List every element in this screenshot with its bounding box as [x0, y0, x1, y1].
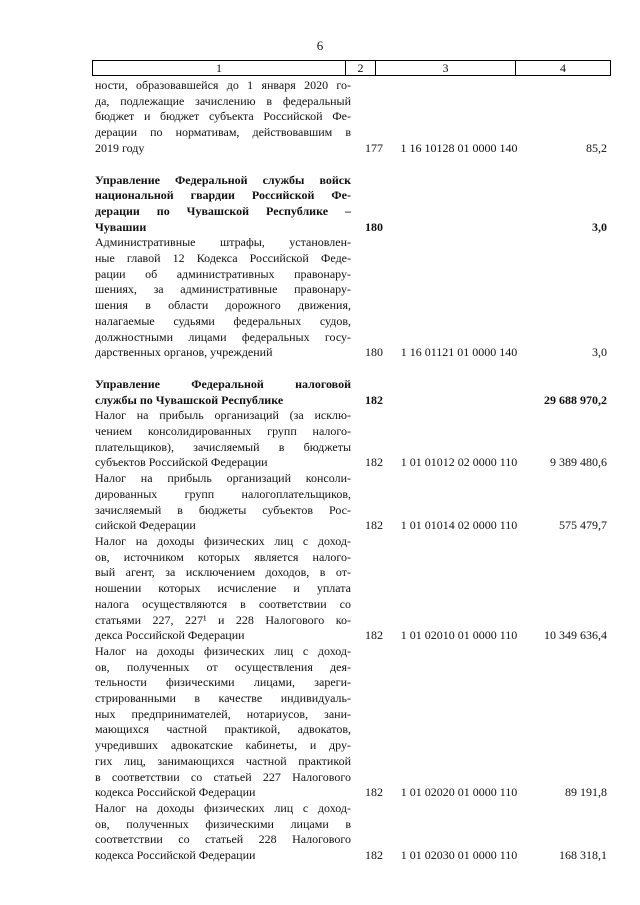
row-name-line: в соответствии со статьей 227 Налогового — [95, 769, 351, 784]
row-amount: 575 479,7 — [559, 518, 607, 533]
row-name — [95, 408, 351, 471]
row-name-line: дерации по Чувашской Республике – — [95, 203, 351, 218]
row-kbk-code: 1 01 01014 02 0000 110 — [400, 518, 518, 533]
row-amount: 89 191,8 — [565, 785, 607, 800]
row-kbk-code: 1 01 01012 02 0000 110 — [400, 455, 518, 470]
row-name — [95, 644, 351, 801]
row-name-line: Налог на прибыль организаций (за исклю- — [95, 408, 351, 423]
row-name-line: ные главой 12 Кодекса Российской Федe- — [95, 251, 351, 266]
row-amount: 168 318,1 — [559, 848, 607, 863]
row-name-line: стрированными в качестве индивидуаль- — [95, 691, 351, 706]
header-col-1: 1 — [93, 61, 346, 75]
row-name-line: шениях, за административные правонару- — [95, 282, 351, 297]
row-name-line: шения в области дорожного движения, — [95, 298, 351, 313]
row-name-line: рации об административных правонару- — [95, 266, 351, 281]
row-name-line: мающихся частной практикой, адвокатов, — [95, 722, 351, 737]
row-name — [95, 78, 351, 157]
row-name-line: кодекса Российской Федерации — [95, 848, 256, 863]
row-name-line: ности, образовавшейся до 1 января 2020 го- — [95, 78, 351, 92]
header-col-2: 2 — [346, 61, 376, 75]
section-header-row — [95, 173, 607, 236]
row-name — [95, 534, 351, 644]
row-name-line: ных предпринимателей, нотариусов, зани- — [95, 706, 351, 721]
row-amount: 10 349 636,4 — [544, 628, 607, 643]
row-name-line: ов, полученных физическими лицами в — [95, 816, 351, 831]
table-row — [95, 78, 607, 157]
row-name-line: Чувашии — [95, 219, 147, 234]
row-name-line: дированных групп налогоплательщиков, — [95, 486, 351, 501]
row-admin-code: 180 — [365, 219, 383, 234]
row-name-line: Налог на прибыль организаций консоли- — [95, 471, 351, 486]
row-amount: 85,2 — [586, 140, 607, 155]
row-name-line: налога осуществляются в соответствии со — [95, 596, 351, 611]
row-amount: 3,0 — [592, 219, 607, 234]
row-kbk-code: 1 16 10128 01 0000 140 — [400, 140, 518, 155]
row-name — [95, 235, 351, 361]
row-admin-code: 182 — [365, 518, 383, 533]
row-name — [95, 173, 351, 236]
row-name-line: Налог на доходы физических лиц с доход- — [95, 643, 351, 658]
row-name-line: налагаемые судьями федеральных судов, — [95, 313, 351, 328]
row-name-line: декса Российской Федерации — [95, 628, 245, 643]
row-name-line: учредивших адвокатские кабинеты, и дру- — [95, 738, 351, 753]
row-name-line: кодекса Российской Федерации — [95, 785, 256, 800]
row-kbk-code: 1 01 02020 01 0000 110 — [400, 785, 518, 800]
page-number: 6 — [316, 38, 324, 53]
row-name-line: национальной гвардии Российской Фе- — [95, 188, 351, 203]
row-name-line: 2019 году — [95, 140, 145, 155]
row-name-line: субъектов Российской Федерации — [95, 455, 268, 470]
row-name-line: Управление Федеральной налоговой — [95, 376, 351, 391]
row-name-line: ов, источником которых является налого- — [95, 549, 351, 564]
table-row — [95, 534, 607, 644]
row-name-line: должностными лицами федеральных госу- — [95, 329, 351, 344]
table-row — [95, 801, 607, 864]
row-name-line: сийской Федерации — [95, 518, 196, 533]
row-amount: 9 389 480,6 — [550, 455, 607, 470]
header-col-4: 4 — [560, 61, 566, 75]
section-gap — [95, 157, 607, 173]
table-body — [95, 78, 607, 864]
row-name-line: соответствии со статьей 228 Налогового — [95, 832, 351, 847]
row-admin-code: 182 — [365, 848, 383, 863]
table-row — [95, 408, 607, 471]
row-name — [95, 801, 351, 864]
row-amount: 29 688 970,2 — [544, 392, 607, 407]
row-admin-code: 182 — [365, 628, 383, 643]
row-name-line: тельности физическими лицами, зареги- — [95, 675, 351, 690]
section-header-row — [95, 377, 607, 408]
table-row — [95, 471, 607, 534]
row-name-line: статьями 227, 227¹ и 228 Налогового ко- — [95, 612, 351, 627]
row-kbk-code: 1 16 01121 01 0000 140 — [400, 345, 518, 360]
row-admin-code: 182 — [365, 455, 383, 470]
row-name-line: ов, полученных от осуществления дея- — [95, 659, 351, 674]
row-name-line: ношении которых исчисление и уплата — [95, 581, 351, 596]
row-name-line: дарственных органов, учреждений — [95, 345, 273, 360]
row-amount: 3,0 — [592, 345, 607, 360]
row-admin-code: 177 — [365, 140, 383, 155]
row-admin-code: 182 — [365, 392, 383, 407]
table-row — [95, 644, 607, 801]
row-name-line: Налог на доходы физических лиц с доход- — [95, 800, 351, 815]
row-name-line: бюджет и бюджет субъекта Российской Фе- — [95, 109, 351, 124]
row-name-line: зачисляемый в бюджеты субъектов Рос- — [95, 502, 351, 517]
row-name-line: да, подлежащие зачислению в федеральный — [95, 93, 351, 108]
row-name-line: гих лиц, занимающихся частной практикой — [95, 753, 351, 768]
row-name — [95, 471, 351, 534]
row-name-line: дерации по нормативам, действовавшим в — [95, 125, 351, 140]
row-name-line: плательщиков), зачисляемый в бюджеты — [95, 439, 351, 454]
header-col-3: 3 — [376, 61, 516, 75]
table-row — [95, 235, 607, 361]
row-name-line: Управление Федеральной службы войск — [95, 172, 351, 187]
table-header — [92, 60, 611, 76]
row-name-line: службы по Чувашской Республике — [95, 392, 284, 407]
row-admin-code: 182 — [365, 785, 383, 800]
row-kbk-code: 1 01 02010 01 0000 110 — [400, 628, 518, 643]
row-name — [95, 377, 351, 408]
row-admin-code: 180 — [365, 345, 383, 360]
row-name-line: чением консолидированных групп налого- — [95, 424, 351, 439]
row-name-line: Административные штрафы, установлен- — [95, 235, 351, 250]
row-name-line: Налог на доходы физических лиц с доход- — [95, 533, 351, 548]
section-gap — [95, 361, 607, 377]
row-kbk-code: 1 01 02030 01 0000 110 — [400, 848, 518, 863]
row-name-line: вый агент, за исключением доходов, в от- — [95, 565, 351, 580]
